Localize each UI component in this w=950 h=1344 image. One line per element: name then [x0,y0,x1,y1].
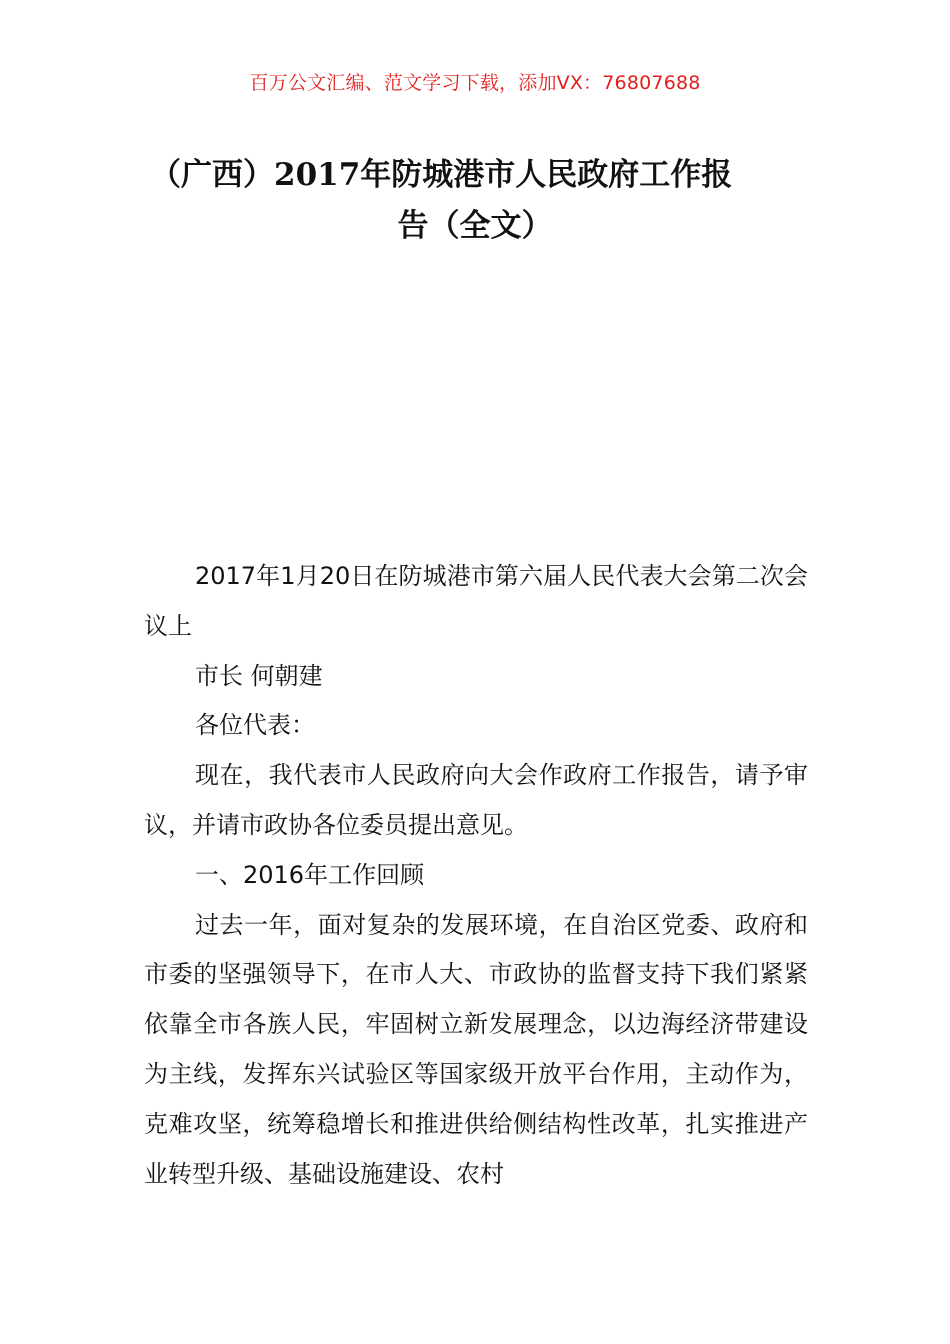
header-promo-note: 百万公文汇编、范文学习下载，添加VX：76807688 [249,72,701,94]
document-title-line-2: 告（全文） [397,208,553,244]
speaker-line: 市长 何朝建 [195,661,323,690]
salutation-line: 各位代表： [195,711,315,740]
document-title [150,150,800,252]
intro-paragraph: 现在，我代表市人民政府向大会作政府工作报告，请予审议，并请市政协各位委员提出意见。 [144,761,808,839]
document-body [144,552,808,1199]
review-paragraph: 过去一年，面对复杂的发展环境，在自治区党委、政府和市委的坚强领导下，在市人大、市政协的监督支持下我们紧紧依靠全市各族人民，牢固树立新发展理念，以边海经济带建设为主线，发挥东兴试验区等国家级开放平台作用，主动作为，克难攻坚，统筹稳增长和推进供给侧结构性改革，扎实推进产业转型升级、基础设施建设、农村 [144,910,808,1188]
meeting-info-paragraph: 2017年1月20日在防城港市第六届人民代表大会第二次会议上 [144,562,808,640]
document-title-line-1: （广西）2017年防城港市人民政府工作报 [150,157,733,193]
section-heading: 一、2016年工作回顾 [195,860,425,889]
